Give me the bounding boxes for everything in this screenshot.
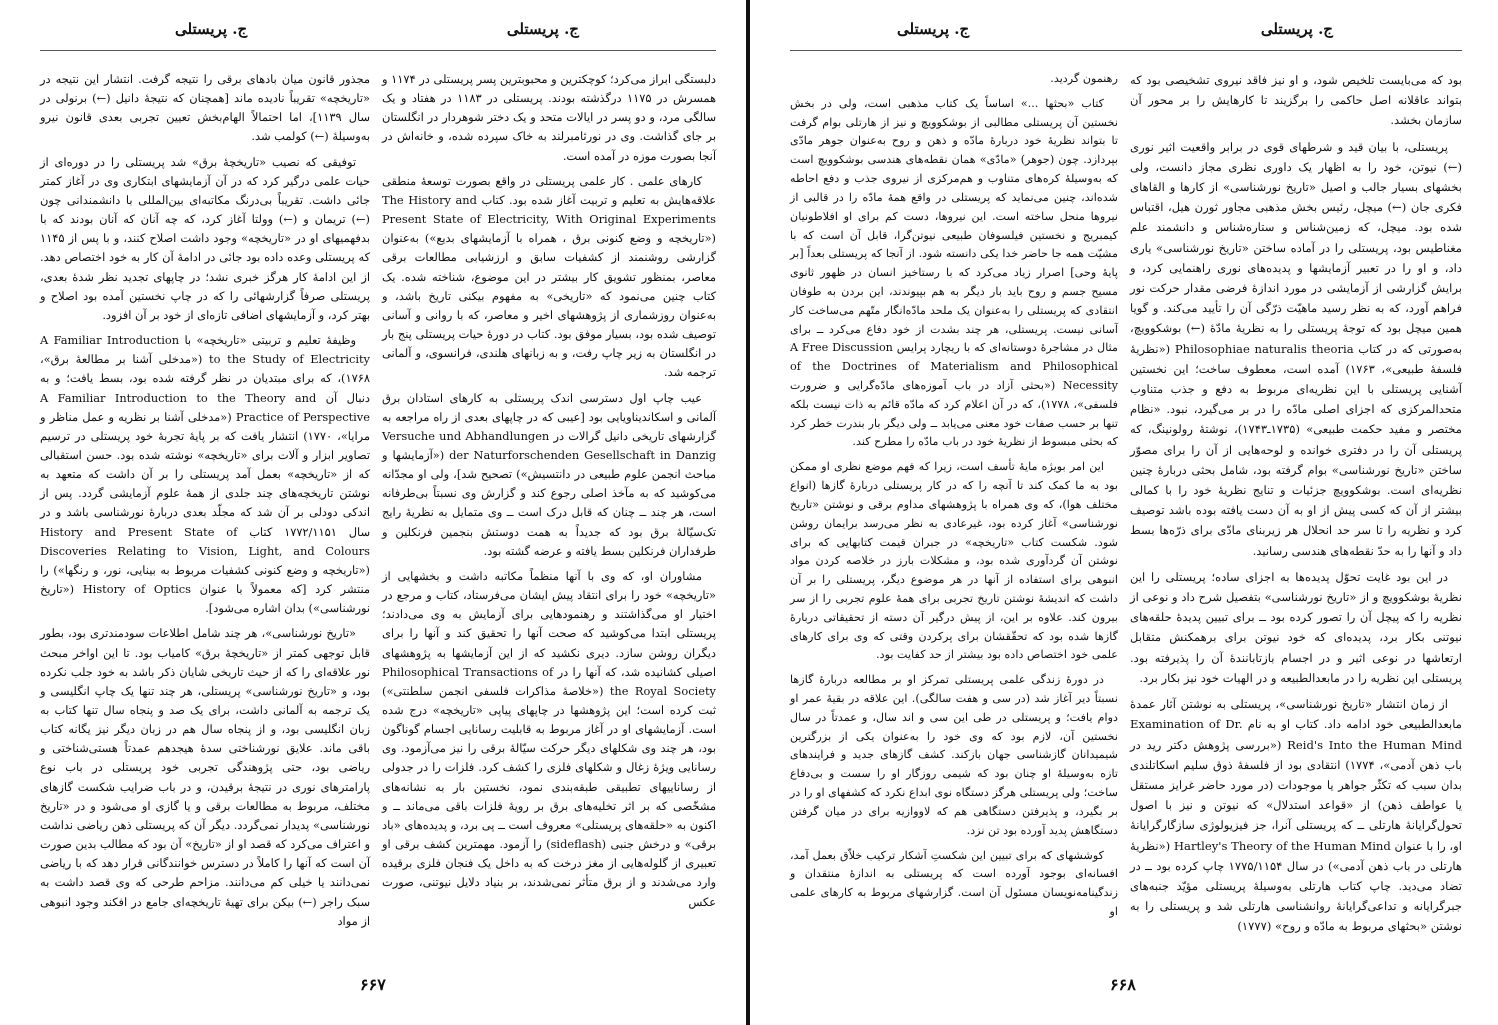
paragraph: کتاب «بحثها ...» اساساً یک کتاب مذهبی است، ولی در بخش نخستین آن پریستلی مطالبی از بوشکوویچ و نیز از هارتلی بوام گرفت تا بتواند نظریهٔ خود دربارهٔ مادّه و ذهن و روح به‌عنوان جوهر مادّی بپردازد. چون (جوهر) «مادّی» همان نقطه‌های هندسی بوشکوویچ است که به‌وسیلهٔ کره‌های متناوب و هم‌مرکزی از نیروی جذب و دفع احاطه شده‌اند، چنین می‌نماید که پریستلی در واقع همهٔ مادّه را در قالبی از نیروها منحل ساخته است. این نیروها، دست کم برای او افلاطونیان کیمبریج و نخستین فیلسوفان طبیعی نیوتن‌گرا، قابل آن است که با مشیّت همه جا حاضر خدا یکی دانسته شود. از آنجا که پریستلی بعداً [بر پایهٔ وحی] اصرار زیاد می‌کرد که با رستاخیز انسان در ظهور ثانوی مسیح جسم و روح باید بار دیگر به هم بپیوندند، این بردن به طوفان انتقادی که پریستلی را به‌عنوان یک ملحد مادّه‌انگار متّهم می‌ساخت کار آسانی نیست. پریستلی، هر چند بشدت از خود دفاع می‌کرد ــ برای مثال در مشاجرهٔ دوستانه‌ای که با ریچارد پرایس A Free Discussion of the Doctrines of Materialism and Philosophical Necessity («بحثی آزاد در باب آموزه‌های مادّه‌گرایی و ضرورت فلسفی»، ۱۷۷۸)، که در آن اعلام کرد که مادّه قائم به ذات نیست بلکه تنها بر حسب صفات خود معنی می‌یابد ــ ولی دیگر بار بندرت خطر کرد که بحثی مبسوط از نظریهٔ خود در باب مادّه را مطرح کند. bbox=[790, 96, 1118, 449]
spine-divider bbox=[746, 0, 750, 1025]
paragraph: بود که می‌بایست تلخیص شود، و او نیز فاقد نیروی تشخیصی بود که بتواند عاقلانه اصل حاکمی را برگزیند تا کارهایش را بر محور آن سازمان بخشد. bbox=[1130, 73, 1462, 128]
paragraph: این امر بویژه مایهٔ تأسف است، زیرا که فهم موضع نظری او ممکن بود به ما کمک کند تا آنچه را که در کار پریستلی دربارهٔ گازها (انواع مختلف هوا)، که وی همراه با پژوهشهای مداوم برقی و نوشتن «تاریخ نورشناسی» آغاز کرده بود، غیرعادی به نظر می‌رسد برایمان روشن شود. شکست کتاب «تاریخچه» در جبران قیمت کتابهایی که برای نوشتن آن گردآوری شده بود، و مشکلات بارز در خلاصه کردن مواد انبوهی برای استفاده از آنها در هر موضوع دیگر، پریستلی را بر آن داشت که اندیشهٔ نوشتن تاریخ تجربی برای همهٔ علوم تجربی را از سر بیرون کند. علاوه بر این، از پیش درگیر آن دسته از تحقیقاتی دربارهٔ گازها شده بود که تحقّقشان برای پرکردن وقتی که وی برای کارهای علمی خود اختصاص داده بود بیشتر از حد کفایت بود. bbox=[790, 460, 1118, 662]
paragraph: مشاوران او، که وی با آنها منظماً مکاتبه داشت و بخشهایی از «تاریخچه» خود را برای انتقاد پیش ایشان می‌فرستاد، کتاب و مرجع در اختیار او می‌گذاشتند و رهنمودهایی برای آزمایش به وی می‌دادند؛ پریستلی ابتدا می‌کوشید که صحت آنها را تحقیق کند و آنها را برای دیگران روشن سازد. دیری نکشید که از این آزمایشها به پژوهشهای اصیلی کشانیده شد، که آنها را در Philosophical Transactions of the Royal Society («خلاصهٔ مذاکرات فلسفی انجمن سلطنتی») ثبت کرده است؛ این پژوهشها در چاپهای پیاپی «تاریخچه» درج شده است. آزمایشهای او در آغاز مربوط به قابلیت رسانایی اجسام گوناگون بود، هر چند وی شکلهای دیگر حرکت سیّالهٔ برقی را نیز می‌آزمود. وی رسانایی ویژهٔ زغال و شکلهای فلزی را کشف کرد. فلزات را در جدولی از رساناییهای تطبیقی طبقه‌بندی نمود، نخستین بار به نشانه‌های مشخّصی که بر اثر تخلیه‌های برق بر رویهٔ فلزات باقی می‌ماند ــ و اکنون به «حلقه‌های پریستلی» معروف است ــ پی برد، و پدیده‌های «باد برقی» و درخش جنبی (sideflash) را آزمود. مهمترین کشف برقی او تعبیری از گلوله‌هایی از مغز درخت که به داخل یک فنجان فلزی برقیده وارد می‌شدند و از برق متأثر نمی‌شدند، بر بنیاد دلایل نیوتنی، صورت عکس bbox=[382, 568, 716, 909]
paragraph: کوششهای که برای تبیین این شکستِ آشکار ترکیب خلاّق بعمل آمد، افسانه‌ای بوجود آورده است که پریستلی به اندازهٔ منتقدان و زندگینامه‌نویسان مسئول آن است. گزارشهای مربوط به کارهای علمی او bbox=[790, 848, 1118, 918]
right-page-column-right bbox=[1130, 70, 1462, 943]
right-page-column-left bbox=[790, 70, 1118, 928]
right-page-header-left: ج. پریستلی bbox=[897, 20, 970, 38]
left-page bbox=[0, 0, 744, 1025]
right-page-header-right: ج. پریستلی bbox=[1260, 20, 1333, 38]
paragraph: کارهای علمی . کار علمی پریستلی در واقع بصورت توسعهٔ منطقی علاقه‌هایش به تعلیم و تربیت آغاز شده بود. کتاب The History and Present State of Electricity, With Original Experiments («تاریخچه و وضع کنونی برق ، همراه با آزمایشهای بدیع») به‌عنوان گزارشی روشنمند از کشفیات سابق و ارزشیابی مطالعات برقی معاصر، بمنظور تشویق کار بیشتر در این موضوع، شناخته شده. یک کتاب چنین می‌نمود که «تاریخی» به مفهوم بیکنی تاریخ باشد، و به‌عنوان روزشماری از پژوهشهای اخیر و معاصر، که با روانی و آسانی توصیف شده بود، بسیار موفق بود. کتاب در دورهٔ حیات پریستلی پنج بار در انگلستان به زیر چاپ رفت، و به زبانهای هلندی، فرانسوی، و آلمانی ترجمه شد. bbox=[382, 173, 716, 380]
paragraph: در این بود غایت تحوّل پدیده‌ها به اجزای ساده؛ پریستلی را این نظریهٔ بوشکوویچ و از «تاریخ نورشناسی» بتفصیل شرح داد و نوعی از نظریه را که پیچل آن را تصور کرده بود ــ برای تبیین پدیدهٔ حلقه‌های نیوتنی بکار برد، پدیده‌ای که خود نیوتن برای برهمکنش متقابل ارتعاشها در نوعی اثیر و در اجسام بازتابانندهٔ آن را پذیرفته بود. پریستلی این نظریه را در مابعدالطبیعه و در الهیات خود نیز بکار برد. bbox=[1130, 569, 1462, 685]
page-number: ۶۶۸ bbox=[1110, 975, 1136, 994]
left-page-header-right: ج. پریستلی bbox=[506, 20, 579, 38]
paragraph: از زمان انتشار «تاریخ نورشناسی»، پریستلی به نوشتن آثار عمدهٔ مابعدالطبیعی خود ادامه داد. کتاب او به نام Examination of Dr. Reid's Into the Human Mind («بررسی پژوهش دکتر رید در باب ذهن آدمی»، ۱۷۷۴) انتقادی بود از فلسفهٔ ذوق سلیم اسکاتلندی بدان سبب که تکثّر جواهر یا موجودات (در مورد حاضر غرایز مستقل یا عواطف ذهن) از «قواعد استدلال» که نیوتن و نیز با اصول تحول‌گرایانهٔ هارتلی ــ که پریستلی آنرا، جز فیزیولوژی سازگارگرایانهٔ او، را با عنوان Hartley's Theory of the Human Mind («نظریهٔ هارتلی در باب ذهن آدمی») در سال ۱۷۷۵/۱۱۵۴ چاپ کرده بود ــ در تضاد می‌دید. چاپ کتاب هارتلی به‌وسیلهٔ پریستلی مؤیّد جنبه‌های جبرگرایانه و تداعی‌گرایانهٔ روانشناسی هارتلی شد و پریستلی را به نوشتن «بحثهای مربوط به مادّه و روح» (۱۷۷۷) bbox=[1130, 697, 1462, 934]
paragraph: وظیفهٔ تعلیم و تربیتی «تاریخچه» با A Familiar Introduction to the Study of Electricity («مدخلی آشنا بر مطالعهٔ برق»، ۱۷۶۸)، که برای مبتدیان در نظر گرفته شده بود، بسط یافت؛ و به دنبال آن A Familiar Introduction to the Theory and Practice of Perspective («مدخلی آشنا بر نظریه و عمل مناظر و مرایا»، ۱۷۷۰) انتشار یافت که بر پایهٔ تجربهٔ خود پریستلی در ترسیم تصاویر ابزار و آلات برای «تاریخچه» نوشته شده بود. حسن استقبالی که از «تاریخچه» بعمل آمد پریستلی را بر آن داشت که متعهد به نوشتن تاریخچه‌های چند جلدی از همهٔ علوم آزمایشی گردد. پس از اندکی دودلی بر آن شد که مجلّد بعدی دربارهٔ نورشناسی باشد و در سال ۱۷۷۲/۱۱۵۱ کتاب History and Present State of Discoveries Relating to Vision, Light, and Colours («تاریخچه و وضع کنونی کشفیات مربوط به بینایی، نور، و رنگها») را منتشر کرد [که معمولاً با عنوان History of Optics («تاریخ نورشناسی») بدان اشاره می‌شود]. bbox=[40, 333, 370, 616]
page-number: ۶۶۷ bbox=[360, 975, 386, 994]
right-page-header-rule bbox=[790, 50, 1462, 51]
right-page bbox=[752, 0, 1498, 1025]
paragraph: رهنمون گردید. bbox=[1050, 72, 1118, 85]
paragraph: دلبستگی ابراز می‌کرد؛ کوچکترین و محبوبترین پسر پریستلی در ۱۱۷۴ و همسرش در ۱۱۷۵ درگذشته بودند. پریستلی در ۱۱۸۳ در هفتاد و یک سالگی مرد، و دو پسر در ایالات متحد و یک دختر شوهردار در انگلستان بر جای گذاشت. وی در نورثامبرلند به خاک سپرده شده، و خانه‌اش در آنجا بصورت موزه در آمده است. bbox=[382, 72, 717, 163]
paragraph: در دورهٔ زندگی علمی پریستلی تمرکز او بر مطالعه دربارهٔ گازها نسبتاً دیر آغاز شد (در سی و هفت سالگی). این علاقه در بقیهٔ عمر او دوام یافت؛ و پریستلی در طی این سی و اند سال، و عمدتاً در سال نخستین آن، لازم بود که وی خود را به‌عنوان یکی از بزرگترین شیمیدانان گازشناسی جهان بازکند. کشف گازهای جدید و فرایندهای تازه به‌وسیلهٔ او چنان بود که شیمی روزگار او را سست و بی‌دفاع ساخت؛ ولی پریستلی هرگز دستگاه نوی ابداع نکرد که کشفهای او را در بر بگیرد، و پذیرفتن دستگاهی هم که لاووازیه برای در میان گرفتن دستگاهش پدید آورده بود تن نزد. bbox=[790, 673, 1118, 837]
left-page-header-left: ج. پریستلی bbox=[175, 20, 248, 38]
paragraph: «تاریخ نورشناسی»، هر چند شامل اطلاعات سودمندتری بود، بطور قابل توجهی کمتر از «تاریخچهٔ برق» کامیاب بود. تا این اواخر مبحث نور علاقه‌ای را که از حیث تاریخی شایان ذکر باشد به خود جلب نکرده بود، و «تاریخ نورشناسی» پریستلی، هر چند تنها یک چاپ انگلیسی و یک ترجمه به آلمانی داشت، برای یک صد و پنجاه سال تنها کتاب به زبان انگلیسی بود، و از پنجاه سال هم در زبان دیگر نیز یگانه کتاب باقی ماند. علایق نورشناختی سدهٔ هیجدهم عمدتاً هستی‌شناختی و ریاضی بود، حتی پژوهندگی تجربی خود پریستلی در باب نوع پارامترهای نوری در نتیجهٔ برقیدن، و در باب ضرایب شکست گازهای مختلف، مربوط به مطالعات برقی و یا گازی او می‌شود و در «تاریخ نورشناسی» پدیدار نمی‌گردد. دیگر آن که پریستلی ذهن ریاضی نداشت و اعتراف می‌کرد که قصد او از «تاریخ» آن بود که مطالب بدین صورت آن است که آنها را کاملاً در دسترس خوانندگانی قرار دهد که با ریاضی نمی‌دانند یا خیلی کم می‌دانند. مزاحم طرحی که وی قصد داشت به سبک راجر (←) بیکن برای تهیهٔ تاریخچه‌ای جامع در افکند وجود انبوهی از مواد bbox=[40, 626, 370, 928]
paragraph: توفیقی که نصیب «تاریخچهٔ برق» شد پریستلی را در دوره‌ای از حیات علمی درگیر کرد که در آن آزمایشهای ابتکاری وی در آغاز کمتر جائی داشت. تقریباً بی‌درنگ مکاتبه‌ای بین‌المللی با دانشمندانی چون (←) تریمان و (←) وولتا آغاز کرد، که چه آنان که آنان بودند که با بدفهمیهای او در «تاریخچه» وجود داشت اصلاح کنند، و با پس از ۱۱۴۵ که پریستلی وعده داده بود جائی در ادامهٔ آن کار به خود اختصاص دهد. از این ادامهٔ کار هرگز خبری نشد؛ در چاپهای تجدید نظر شدهٔ بعدی، پریستلی صرفاً گزارشهائی را که در چاپ نخستین آمده بود اصلاح و بهتر کرد، و آزمایشهای اضافی تازه‌ای از خود بر آن افزود. bbox=[40, 154, 370, 322]
left-page-column-left bbox=[40, 70, 370, 937]
paragraph: عیب چاپ اول دسترسی اندک پریستلی به کارهای استادان برق آلمانی و اسکاندیناویایی بود [عیبی که در چاپهای بعدی از راه مراجعه به گزارشهای تاریخی دانیل گرالات در Versuche und Abhandlungen der Naturforschenden Gesellschaft in Danzig («آزمایشها و مباحث انجمن علوم طبیعی در دانتسیش») تصحیح شد]، ولی او مجدّانه می‌کوشید که به مآخذ اصلی رجوع کند و گزارش وی نسبتاً بی‌طرفانه است، هر چند ــ چنان که قابل درک است ــ وی متمایل به نظریهٔ رایج تک‌سیّالهٔ برق بود که جدیداً به همت دوستش بنجمین فرنکلین و طرفداران فرنکلین بسط یافته و عرضه گشته بود. bbox=[382, 390, 717, 558]
paragraph: پریستلی، با بیان قید و شرطهای قوی در برابر واقعیت اثیر نوری (←) نیوتن، خود را به اظهار یک داوری نظری مجاز دانست، ولی بخشهای بسیار جالب و اصیل «تاریخ نورشناسی» از کارها و القاهای فکری جان (←) میچل، رئیس بخش مذهبی مجاور ثورن هیل، اقتباس شده بود. میچل، که زمین‌شناس و ستاره‌شناس و دانشمند علم مغناطیس بود، پریستلی را در آماده ساختن «تاریخ نورشناسی» یاری داد، و او را در تعبیر آزمایشها و پدیده‌های نوری راهنمایی کرد، و برایش گزارشی از آزمایشی در مورد اندازهٔ فرضی مقدار حرکت نور فراهم آورد، که به نظر رسید ماهیّت ذرّگی آن را تأیید می‌کند. و گویا همین میچل بود که توجهٔ پریستلی را به نظریهٔ مادّهٔ (←) بوشکوویچ، به‌صورتی که در کتاب Philosophiae naturalis theoria («نظریهٔ فلسفهٔ طبیعی»، ۱۷۶۳) آمده است، معطوف ساخت؛ این نخستین آشنایی پریستلی با این نظریه‌ای مربوط به دفع و جذب متناوب متحدالمرکزی که اجزای اصلی مادّه را در بر می‌گیرد، نبود. «نظام مختصر و مفید حکمت طبیعی» (۱۷۳۵ـ۱۷۴۳)، نوشتهٔ رولونینگ، که پریستلی آن را در دفتری خوانده و لوحه‌هایی از آن را برای مصوّر ساختن «تاریخ نورشناسی» بوام گرفته بود، شامل بحثی دربارهٔ چنین نظریه‌ای است. بوشکوویچ جزئیات و تنایج نظریهٔ خود را با کمالی بیشتر از آن که کسی پیش از او به آن دست یافته بوده باشد توصیف کرد و نظریه را تا سر حد انحلال هر زیربنای مادّی برای ذرّه‌ها بسط داد و آنها را به حدّ نقطه‌های هندسی رسانید. bbox=[1130, 139, 1462, 558]
paragraph: مجذور قانون میان بادهای برقی را نتیجه گرفت. انتشار این نتیجه در «تاریخچه» تقریباً نادیده ماند [همچنان که نتیجهٔ دانیل (←) برنولی در سال ۱۱۳۹]، اما احتمالاً الهام‌بخش تعیین تجربی بعدی قانون نیرو به‌وسیلهٔ (←) کولمب شد. bbox=[40, 72, 370, 144]
left-page-column-right bbox=[382, 70, 716, 918]
left-page-header-rule bbox=[40, 50, 716, 51]
